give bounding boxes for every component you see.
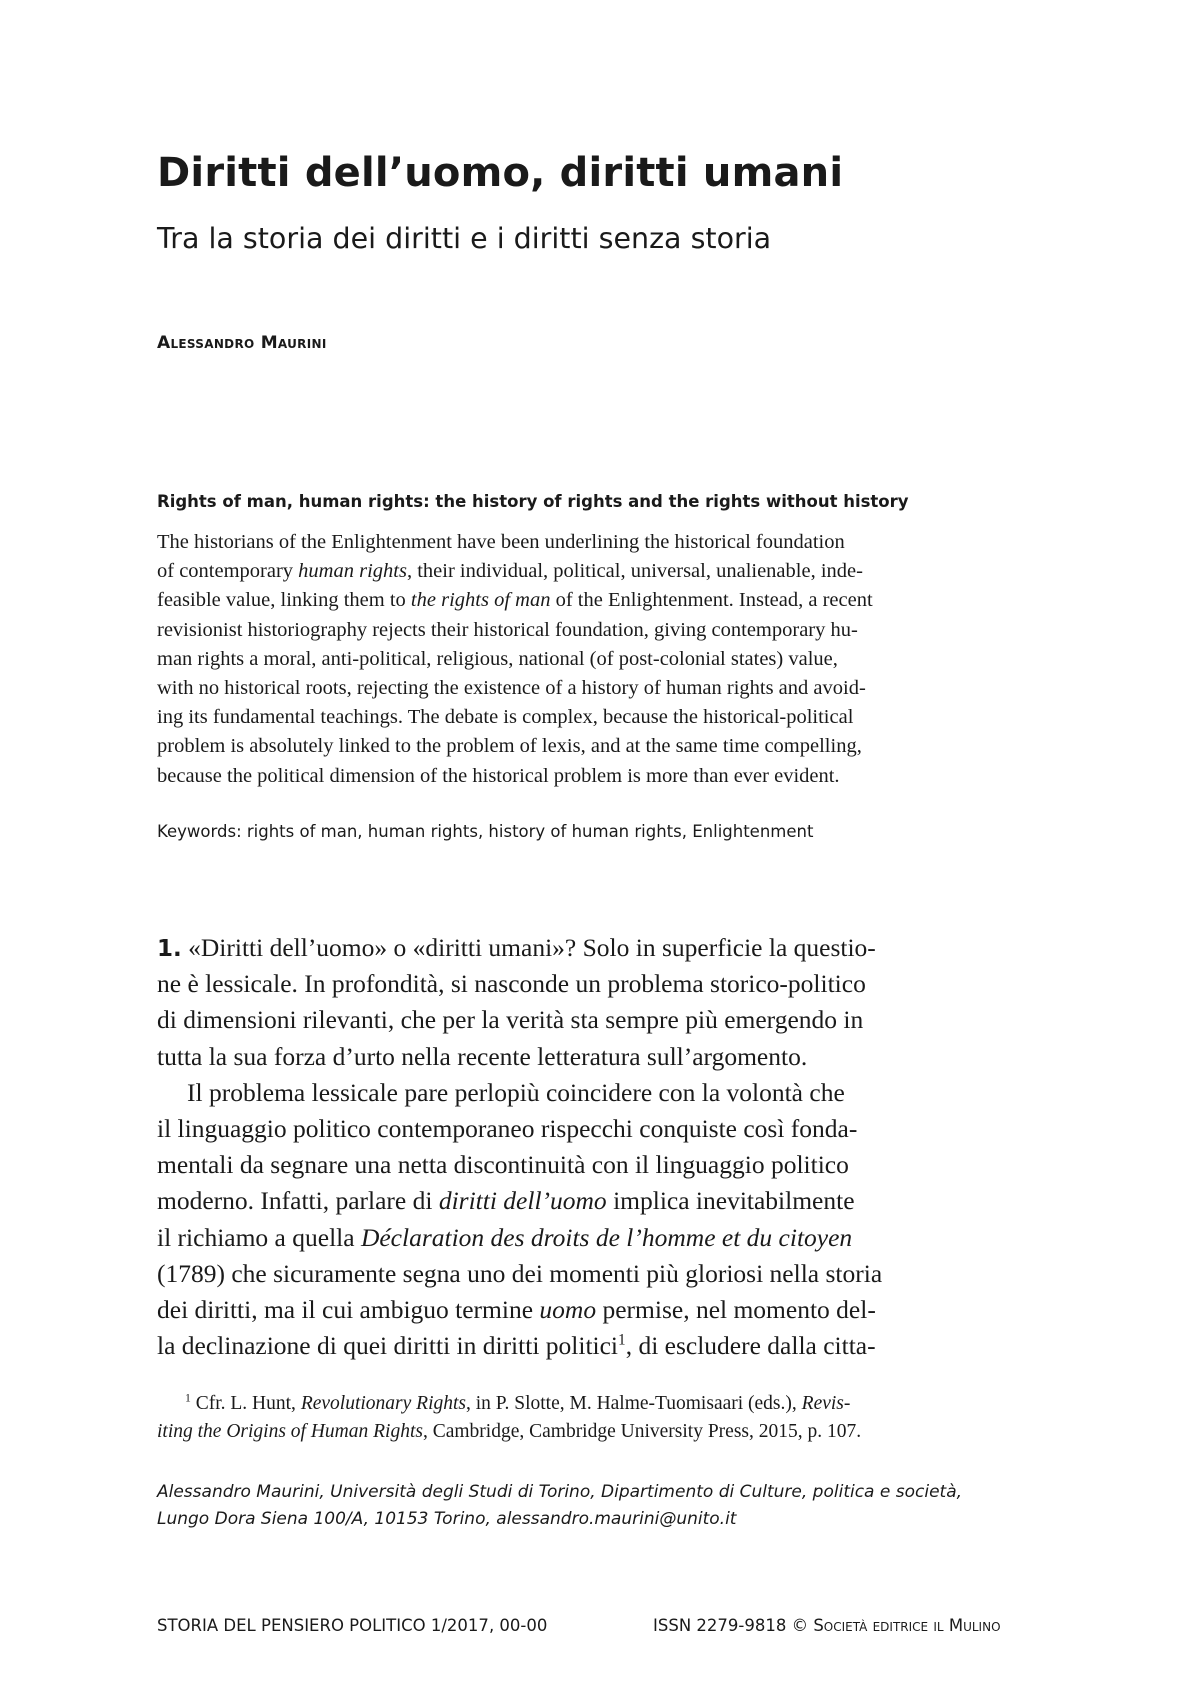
body-line: (1789) che sicuramente segna uno dei momenti più gloriosi nella storia — [157, 1258, 883, 1288]
body-line: Il problema lessicale pare perlopiù coincidere con la volontà che — [187, 1077, 845, 1107]
footnote-mark: 1 — [185, 1391, 191, 1405]
abstract-line: ing its fundamental teachings. The debate is complex, because the historical-political — [157, 706, 854, 729]
abstract-line: man rights a moral, anti-political, religious, national (of post-colonial states) value, — [157, 647, 838, 670]
abstract-line: feasible value, linking them to the rights of man of the Enlightenment. Instead, a recent — [157, 589, 873, 612]
body-line: il richiamo a quella Déclaration des droits de l’homme et du citoyen — [157, 1222, 853, 1252]
article-subtitle: Tra la storia dei diritti e i diritti senza storia — [157, 222, 772, 255]
abstract-body — [157, 528, 1025, 791]
abstract-line: problem is absolutely linked to the problem of lexis, and at the same time compelling, — [157, 735, 862, 758]
body-line: la declinazione di quei diritti in diritti politici$^1$, di escludere dalla citta- — [157, 1331, 876, 1361]
abstract-line: of contemporary human rights, their individual, political, universal, unalienable, inde- — [157, 560, 863, 583]
footnote-line: iting the Origins of Human Rights, Cambridge, Cambridge University Press, 2015, p. 107. — [157, 1420, 862, 1442]
body-line: tutta la sua forza d’urto nella recente letteratura sull’argomento. — [157, 1041, 808, 1071]
keywords-label: Keywords: — [157, 822, 242, 841]
author-name: Alessandro Maurini — [157, 333, 327, 353]
author-affiliation — [157, 1479, 962, 1533]
article-title: Diritti dell’uomo, diritti umani — [157, 150, 844, 196]
affiliation-line: Lungo Dora Siena 100/A, 10153 Torino, alessandro.maurini@unito.it — [157, 1509, 737, 1529]
section-number: 1. — [157, 936, 182, 962]
body-line: di dimensioni rilevanti, che per la verità sta sempre più emergendo in — [157, 1005, 864, 1035]
footnote — [157, 1390, 1025, 1445]
abstract-title: Rights of man, human rights: the history of rights and the rights without history — [157, 492, 909, 511]
issn-publisher: ISSN 2279-9818 © Società editrice il Mulino — [653, 1616, 1001, 1635]
body-line: moderno. Infatti, parlare di diritti dell’uomo implica inevitabilmente — [157, 1186, 855, 1216]
body-line: il linguaggio politico contemporaneo rispecchi conquiste così fonda- — [157, 1113, 858, 1143]
body-line: mentali da segnare una netta discontinuità con il linguaggio politico — [157, 1150, 849, 1180]
abstract-line: revisionist historiography rejects their historical foundation, giving contemporary hu- — [157, 618, 858, 641]
abstract-line: with no historical roots, rejecting the existence of a history of human rights and avoid- — [157, 676, 866, 699]
footnote-line: $^1$ Cfr. L. Hunt, Revolutionary Rights, in P. Slotte, M. Halme-Tuomisaari (eds.), Revis- — [185, 1391, 851, 1414]
body-line: 1. «Diritti dell’uomo» o «diritti umani»? Solo in superficie la questio- — [157, 933, 876, 962]
affiliation-line: Alessandro Maurini, Università degli Studi di Torino, Dipartimento di Culture, politica e società, — [157, 1482, 963, 1502]
keywords — [157, 822, 813, 841]
abstract-line: because the political dimension of the historical problem is more than ever evident. — [157, 764, 840, 787]
abstract-line: The historians of the Enlightenment have been underlining the historical foundation — [157, 531, 845, 553]
body-line: dei diritti, ma il cui ambiguo termine uomo permise, nel momento del- — [157, 1294, 876, 1324]
publisher-name: Società editrice il Mulino — [813, 1616, 1001, 1635]
keywords-list: rights of man, human rights, history of human rights, Enlightenment — [241, 822, 814, 841]
footnote-ref[interactable]: 1 — [618, 1331, 626, 1349]
body-line: ne è lessicale. In profondità, si nasconde un problema storico-politico — [157, 969, 866, 999]
body-text — [157, 930, 1025, 1364]
journal-citation: STORIA DEL PENSIERO POLITICO 1/2017, 00-00 — [157, 1616, 548, 1635]
